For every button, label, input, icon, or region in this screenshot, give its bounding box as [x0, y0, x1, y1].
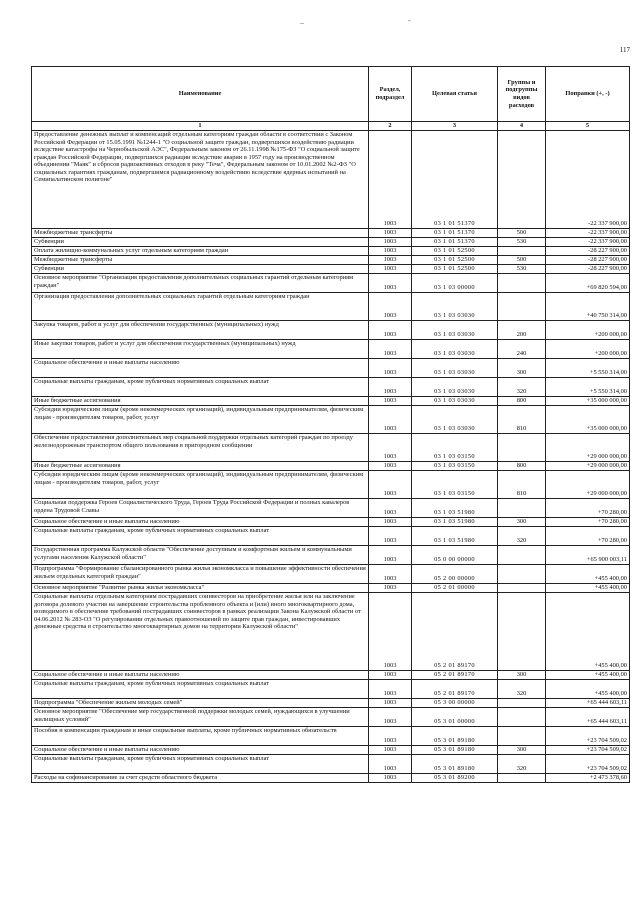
row-amount-cell: -28 227 900,00: [546, 265, 630, 274]
row-section-cell: 1003: [369, 471, 412, 499]
table-row: [32, 727, 630, 746]
row-name-cell: Социальные выплаты гражданам, кроме публичных нормативных социальных выплат: [32, 755, 369, 774]
row-group-cell: [498, 565, 546, 584]
row-section-cell: 1003: [369, 708, 412, 727]
table-row: [32, 274, 630, 293]
row-section-cell: 1003: [369, 518, 412, 527]
row-group-cell: [498, 727, 546, 746]
row-amount-cell: +69 820 594,00: [546, 274, 630, 293]
column-numbers-row: [32, 122, 630, 131]
row-group-cell: [498, 247, 546, 256]
row-section-cell: 1003: [369, 462, 412, 471]
row-section-cell: 1003: [369, 321, 412, 340]
header-section: Раздел, подраздел: [369, 67, 412, 122]
row-group-cell: 530: [498, 265, 546, 274]
table-row: [32, 293, 630, 321]
row-target-cell: 03 1 03 03150: [412, 462, 498, 471]
row-group-cell: [498, 593, 546, 671]
row-name-cell: Обеспечение предоставления дополнительных мер социальной поддержки отдельных категорий граждан по проезду железнодорожным транспортом общего пользования в пригородном сообщении: [32, 434, 369, 462]
row-amount-cell: +455 400,00: [546, 671, 630, 680]
table-row: [32, 708, 630, 727]
row-amount-cell: +35 000 000,00: [546, 397, 630, 406]
table-row: [32, 406, 630, 434]
row-target-cell: 03 1 03 00000: [412, 274, 498, 293]
row-section-cell: 1003: [369, 584, 412, 593]
table-row: [32, 593, 630, 671]
row-section-cell: 1003: [369, 527, 412, 546]
row-amount-cell: +65 900 003,11: [546, 546, 630, 565]
row-group-cell: 500: [498, 229, 546, 238]
row-section-cell: 1003: [369, 434, 412, 462]
row-section-cell: 1003: [369, 680, 412, 699]
column-number: 4: [498, 122, 546, 131]
row-name-cell: Расходы на софинансирование за счет средств областного бюджета: [32, 774, 369, 783]
row-section-cell: 1003: [369, 699, 412, 708]
row-section-cell: 1003: [369, 565, 412, 584]
row-group-cell: 300: [498, 671, 546, 680]
row-section-cell: 1003: [369, 256, 412, 265]
row-name-cell: Основное мероприятие "Организация предоставления дополнительных социальных гарантий отдельным категориям граждан": [32, 274, 369, 293]
row-target-cell: 05 3 01 89180: [412, 727, 498, 746]
table-row: [32, 340, 630, 359]
row-amount-cell: +23 704 509,02: [546, 727, 630, 746]
row-group-cell: 810: [498, 406, 546, 434]
row-section-cell: 1003: [369, 265, 412, 274]
row-amount-cell: +455 400,00: [546, 565, 630, 584]
row-name-cell: Организация предоставления дополнительных социальных гарантий отдельным категориям граждан: [32, 293, 369, 321]
row-name-cell: Социальное обеспечение и иные выплаты населению: [32, 671, 369, 680]
row-amount-cell: +455 400,00: [546, 680, 630, 699]
row-name-cell: Субвенции: [32, 238, 369, 247]
row-name-cell: Социальная поддержка Героев Социалистического Труда, Героев Труда Российской Федерации и полных кавалеров ордена Трудовой Славы: [32, 499, 369, 518]
row-group-cell: [498, 584, 546, 593]
table-row: [32, 462, 630, 471]
row-group-cell: [498, 434, 546, 462]
row-group-cell: 200: [498, 321, 546, 340]
row-group-cell: 800: [498, 397, 546, 406]
row-amount-cell: +29 000 000,00: [546, 471, 630, 499]
row-name-cell: Социальное обеспечение и иные выплаты населению: [32, 518, 369, 527]
row-name-cell: Субсидии юридическим лицам (кроме некоммерческих организаций), индивидуальным предпринимателям, физическим лицам - производителям товаров, работ, услуг: [32, 471, 369, 499]
row-target-cell: 05 2 01 00000: [412, 584, 498, 593]
row-section-cell: 1003: [369, 397, 412, 406]
table-header-row: [32, 67, 630, 122]
row-amount-cell: +23 704 509,02: [546, 746, 630, 755]
row-group-cell: 300: [498, 359, 546, 378]
row-amount-cell: +23 704 509,02: [546, 755, 630, 774]
row-amount-cell: -22 337 900,00: [546, 229, 630, 238]
header-group: Группы и подгруппы видов расходов: [498, 67, 546, 122]
row-name-cell: Социальные выплаты гражданам, кроме публичных нормативных социальных выплат: [32, 680, 369, 699]
row-group-cell: [498, 499, 546, 518]
row-name-cell: Социальное обеспечение и иные выплаты населению: [32, 359, 369, 378]
column-number: 2: [369, 122, 412, 131]
row-target-cell: 05 2 01 89170: [412, 593, 498, 671]
row-group-cell: 320: [498, 755, 546, 774]
table-body: [32, 131, 630, 783]
row-target-cell: 05 2 01 89170: [412, 680, 498, 699]
column-number: 1: [32, 122, 369, 131]
row-amount-cell: -22 337 900,00: [546, 131, 630, 229]
page-number: 117: [619, 46, 630, 54]
row-group-cell: [498, 131, 546, 229]
row-name-cell: Пособия и компенсации гражданам и иные социальные выплаты, кроме публичных нормативных обязательств: [32, 727, 369, 746]
row-group-cell: 300: [498, 518, 546, 527]
table-row: [32, 321, 630, 340]
table-row: [32, 527, 630, 546]
row-group-cell: 500: [498, 256, 546, 265]
row-section-cell: 1003: [369, 359, 412, 378]
row-target-cell: 03 1 03 03030: [412, 340, 498, 359]
row-amount-cell: +2 473 378,60: [546, 774, 630, 783]
table-row: [32, 499, 630, 518]
row-name-cell: Подпрограмма "Обеспечение жильем молодых семей": [32, 699, 369, 708]
row-target-cell: 03 1 03 03150: [412, 471, 498, 499]
row-target-cell: 03 1 01 51370: [412, 238, 498, 247]
row-target-cell: 05 2 01 89170: [412, 671, 498, 680]
table-row: [32, 755, 630, 774]
row-target-cell: 03 1 03 03030: [412, 406, 498, 434]
table-row: [32, 699, 630, 708]
table-row: [32, 359, 630, 378]
table-row: [32, 671, 630, 680]
row-amount-cell: +29 000 000,00: [546, 434, 630, 462]
row-target-cell: 05 3 01 00000: [412, 708, 498, 727]
row-group-cell: [498, 708, 546, 727]
row-name-cell: Основное мероприятие "Развитие рынка жилья экономкласса": [32, 584, 369, 593]
row-name-cell: Иные бюджетные ассигнования: [32, 397, 369, 406]
row-section-cell: 1003: [369, 671, 412, 680]
row-target-cell: 05 3 00 00000: [412, 699, 498, 708]
row-name-cell: Государственная программа Калужской области "Обеспечение доступным и комфортным жильем и коммунальными услугами населения Калужской области": [32, 546, 369, 565]
row-name-cell: Иные закупки товаров, работ и услуг для обеспечения государственных (муниципальных) нужд: [32, 340, 369, 359]
row-section-cell: 1003: [369, 274, 412, 293]
table-row: [32, 229, 630, 238]
row-target-cell: 03 1 03 03030: [412, 293, 498, 321]
row-section-cell: 1003: [369, 727, 412, 746]
header-target: Целевая статья: [412, 67, 498, 122]
row-target-cell: 05 0 00 00000: [412, 546, 498, 565]
table-row: [32, 774, 630, 783]
row-group-cell: [498, 774, 546, 783]
row-amount-cell: +5 550 314,00: [546, 359, 630, 378]
row-name-cell: Межбюджетные трансферты: [32, 229, 369, 238]
row-group-cell: 810: [498, 471, 546, 499]
row-group-cell: 530: [498, 238, 546, 247]
row-target-cell: 03 1 03 03030: [412, 397, 498, 406]
row-name-cell: Социальные выплаты отдельным категориям пострадавших соинвесторов на приобретение жилья или на заключение договора долевого участия на завершение строительства проблемного объекта и (или) иного многоквартирного дома, возводимого в обеспечение требований пострадавших соинвесторов в рамках реализации Закона Калужской области от 04.06.2012 № 283-ОЗ "О регулировании отдельных правоотношений по защите прав граждан, инвестировавших денежные средства в строительство многоквартирных домов на территории Калужской области": [32, 593, 369, 671]
row-amount-cell: +40 750 314,00: [546, 293, 630, 321]
row-group-cell: 800: [498, 462, 546, 471]
row-section-cell: 1003: [369, 546, 412, 565]
row-section-cell: 1003: [369, 378, 412, 397]
row-amount-cell: -22 337 900,00: [546, 238, 630, 247]
row-amount-cell: +65 444 603,11: [546, 708, 630, 727]
scan-mark-left: _: [300, 16, 304, 25]
table-row: [32, 680, 630, 699]
row-name-cell: Подпрограмма "Формирование сбалансированного рынка жилья экономкласса и повышение эффективности обеспечения жильем отдельных категорий граждан": [32, 565, 369, 584]
row-target-cell: 05 3 01 89180: [412, 755, 498, 774]
header-name: Наименование: [32, 67, 369, 122]
row-target-cell: 03 1 03 51980: [412, 527, 498, 546]
row-name-cell: Основное мероприятие "Обеспечение мер государственной поддержки молодых семей, нуждающихся в улучшении жилищных условий": [32, 708, 369, 727]
row-section-cell: 1003: [369, 238, 412, 247]
row-amount-cell: +455 400,00: [546, 593, 630, 671]
scan-mark-right: -: [408, 16, 411, 25]
budget-amendments-table: [31, 66, 630, 783]
table-row: [32, 746, 630, 755]
row-amount-cell: +70 280,00: [546, 518, 630, 527]
row-amount-cell: -28 227 900,00: [546, 256, 630, 265]
row-name-cell: Предоставление денежных выплат и компенсаций отдельным категориям граждан области в соответствии с Законом Российской Федерации от 15.05.1991 №1244-1 "О социальной защите граждан, подвергшихся воздействию радиации вследствие катастрофы на Чернобыльской АЭС", Федеральным законом от 26.11.1998 №175-ФЗ "О социальной защите граждан Российской Федерации, подвергшихся радиации вследствие аварии в 1957 году на производственном объединении "Маяк" и сбросов радиоактивных отходов в реку "Теча", Федеральным законом от 10.01.2002 №2-ФЗ "О социальных гарантиях гражданам, подвергшимся радиационному воздействию вследствие ядерных испытаний на Семипалатинском полигоне": [32, 131, 369, 229]
column-number: 5: [546, 122, 630, 131]
row-group-cell: 320: [498, 527, 546, 546]
row-name-cell: Социальное обеспечение и иные выплаты населению: [32, 746, 369, 755]
table-row: [32, 471, 630, 499]
table-row: [32, 565, 630, 584]
row-group-cell: [498, 274, 546, 293]
table-row: [32, 247, 630, 256]
row-group-cell: 320: [498, 378, 546, 397]
row-target-cell: 03 1 01 52500: [412, 256, 498, 265]
row-group-cell: [498, 699, 546, 708]
row-target-cell: 03 1 03 03030: [412, 378, 498, 397]
row-section-cell: 1003: [369, 755, 412, 774]
row-target-cell: 03 1 01 51370: [412, 131, 498, 229]
row-group-cell: 300: [498, 746, 546, 755]
row-target-cell: 03 1 03 03030: [412, 321, 498, 340]
row-amount-cell: +70 280,00: [546, 527, 630, 546]
row-amount-cell: +200 000,00: [546, 340, 630, 359]
row-name-cell: Оплата жилищно-коммунальных услуг отдельным категориям граждан: [32, 247, 369, 256]
row-section-cell: 1003: [369, 293, 412, 321]
row-target-cell: 05 3 01 89180: [412, 746, 498, 755]
row-target-cell: 03 1 01 52500: [412, 265, 498, 274]
row-section-cell: 1003: [369, 229, 412, 238]
row-target-cell: 03 1 01 52500: [412, 247, 498, 256]
table-row: [32, 518, 630, 527]
column-number: 3: [412, 122, 498, 131]
row-target-cell: 03 1 01 51370: [412, 229, 498, 238]
row-amount-cell: -28 227 900,00: [546, 247, 630, 256]
row-amount-cell: +35 000 000,00: [546, 406, 630, 434]
table-row: [32, 584, 630, 593]
row-target-cell: 05 2 00 00000: [412, 565, 498, 584]
row-target-cell: 03 1 03 51980: [412, 518, 498, 527]
row-amount-cell: +70 280,00: [546, 499, 630, 518]
row-amount-cell: +200 000,00: [546, 321, 630, 340]
row-group-cell: [498, 293, 546, 321]
row-amount-cell: +29 000 000,00: [546, 462, 630, 471]
row-group-cell: [498, 546, 546, 565]
table-row: [32, 378, 630, 397]
row-name-cell: Межбюджетные трансферты: [32, 256, 369, 265]
row-amount-cell: +65 444 603,11: [546, 699, 630, 708]
table-row: [32, 546, 630, 565]
row-target-cell: 03 1 03 03150: [412, 434, 498, 462]
header-amount: Поправки (+, -): [546, 67, 630, 122]
row-target-cell: 03 1 03 03030: [412, 359, 498, 378]
row-group-cell: 240: [498, 340, 546, 359]
row-section-cell: 1003: [369, 746, 412, 755]
table-row: [32, 397, 630, 406]
row-name-cell: Социальные выплаты гражданам, кроме публичных нормативных социальных выплат: [32, 527, 369, 546]
row-target-cell: 03 1 03 51980: [412, 499, 498, 518]
row-amount-cell: +455 400,00: [546, 584, 630, 593]
table-row: [32, 434, 630, 462]
row-target-cell: 05 3 01 89200: [412, 774, 498, 783]
row-name-cell: Субвенции: [32, 265, 369, 274]
row-name-cell: Субсидии юридическим лицам (кроме некоммерческих организаций), индивидуальным предпринимателям, физическим лицам - производителям товаров, работ, услуг: [32, 406, 369, 434]
row-section-cell: 1003: [369, 593, 412, 671]
row-name-cell: Социальные выплаты гражданам, кроме публичных нормативных социальных выплат: [32, 378, 369, 397]
row-group-cell: 320: [498, 680, 546, 699]
row-name-cell: Закупка товаров, работ и услуг для обеспечения государственных (муниципальных) нужд: [32, 321, 369, 340]
row-section-cell: 1003: [369, 774, 412, 783]
table-row: [32, 238, 630, 247]
row-section-cell: 1003: [369, 340, 412, 359]
row-section-cell: 1003: [369, 499, 412, 518]
table-row: [32, 256, 630, 265]
table-row: [32, 131, 630, 229]
table-row: [32, 265, 630, 274]
row-section-cell: 1003: [369, 406, 412, 434]
row-name-cell: Иные бюджетные ассигнования: [32, 462, 369, 471]
row-section-cell: 1003: [369, 131, 412, 229]
row-section-cell: 1003: [369, 247, 412, 256]
row-amount-cell: +5 550 314,00: [546, 378, 630, 397]
